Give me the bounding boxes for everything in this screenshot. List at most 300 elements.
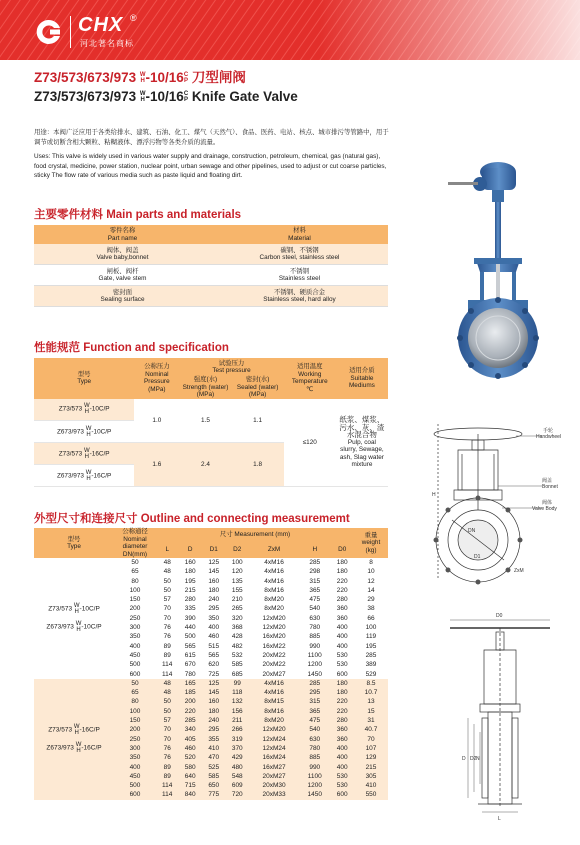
outline-cell: 12: [367, 577, 375, 585]
outline-cell: 775: [202, 790, 226, 799]
valve-side-drawing: [440, 608, 570, 828]
brand-logo: [34, 13, 154, 56]
outline-cell: 298: [309, 568, 321, 576]
outline-cell: 8: [369, 559, 373, 566]
outline-cell: 70: [156, 725, 178, 734]
outline-cell: 780: [309, 624, 321, 632]
outline-cell: 200: [178, 697, 202, 706]
outline-cell: 240: [208, 596, 220, 604]
outline-cell: 500: [114, 781, 156, 790]
outline-cell: 220: [330, 697, 354, 706]
outline-cell: 89: [163, 642, 171, 650]
outline-table: [34, 528, 388, 800]
outline-cell: 370: [226, 744, 250, 753]
outline-cell: 500: [129, 661, 141, 669]
outline-cell: 145: [208, 568, 220, 576]
outline-cell: 29: [367, 596, 375, 604]
outline-cell: 532: [231, 651, 243, 659]
outline-cell: 350: [114, 753, 156, 762]
outline-cell: 185: [178, 688, 202, 697]
spec-header-medium: 适用介质 Suitable Mediums: [336, 358, 388, 399]
materials-header-part: 零件名称 Part name: [34, 225, 211, 244]
outline-cell: 220: [336, 586, 348, 594]
materials-title: 主要零件材料 Main parts and materials: [34, 209, 242, 221]
outline-cell: 600: [114, 790, 156, 799]
outline-header-dn: 公称通径 Nominal diameter DN(mm): [114, 528, 156, 558]
outline-cell: 180: [202, 707, 226, 716]
outline-cell: 125: [202, 679, 226, 688]
spec-header-sealed: 密封(水) Sealed (water) (MPa): [232, 376, 284, 399]
outline-cell: 475: [309, 596, 321, 604]
outline-cell: 160: [202, 697, 226, 706]
outline-cell: 1200: [307, 661, 322, 669]
outline-cell: 100: [114, 707, 156, 716]
outline-cell: 600: [330, 790, 354, 799]
outline-header-size: 尺寸 Measurement (mm): [156, 528, 354, 542]
outline-cell: 16xM24: [249, 753, 299, 762]
outline-cell: 1450: [299, 790, 330, 799]
outline-cell: 250: [129, 614, 141, 622]
outline-cell: 76: [156, 753, 178, 762]
outline-cell: 114: [156, 781, 178, 790]
outline-cell: 220: [336, 577, 348, 585]
outline-cell: 4xM16: [264, 577, 284, 585]
outline-cell: 65: [114, 688, 156, 697]
outline-cell: 280: [184, 596, 196, 604]
outline-cell: 285: [365, 651, 377, 659]
outline-cell: 540: [299, 725, 330, 734]
label-dn: DN: [468, 528, 476, 534]
outline-cell: 180: [336, 559, 348, 566]
outline-cell: 368: [231, 624, 243, 632]
outline-cell: 14: [367, 586, 375, 594]
outline-cell: 565: [184, 642, 196, 650]
outline-cell: 89: [163, 651, 171, 659]
table-row: 阀体、阀盖 Valve baby,bonnet 碳钢、不锈钢 Carbon steel, stainless steel: [34, 244, 388, 265]
outline-cell: 100: [129, 586, 141, 594]
outline-cell: 100: [365, 624, 377, 632]
title-en-name: Knife Gate Valve: [191, 89, 298, 104]
outline-cell: 305: [354, 772, 388, 781]
outline-cell: 4xM16: [264, 568, 284, 576]
outline-cell: 670: [184, 661, 196, 669]
outline-cell: 400: [330, 763, 354, 772]
outline-cell: 280: [330, 716, 354, 725]
outline-col-header: L: [156, 542, 178, 558]
title-cn-name: 刀型闸阀: [191, 70, 246, 85]
outline-cell: 50: [156, 707, 178, 716]
outline-cell: 38: [367, 605, 375, 613]
label-d2: D2: [470, 756, 477, 762]
label-bonnet-cn: 阀盖: [542, 478, 553, 484]
outline-cell: 990: [299, 763, 330, 772]
spec-title: 性能规范 Function and specification: [34, 342, 229, 354]
outline-cell: 70: [156, 735, 178, 744]
outline-cell: 365: [309, 586, 321, 594]
outline-cell: 355: [202, 735, 226, 744]
outline-cell: 220: [330, 707, 354, 716]
outline-col-header: H: [299, 542, 330, 558]
spec-header-pressure: 公称压力 Nominal Pressure (MPa): [134, 358, 179, 399]
outline-cell: 780: [184, 670, 196, 678]
outline-cell: 80: [114, 697, 156, 706]
outline-cell: 440: [184, 624, 196, 632]
outline-cell: 135: [231, 577, 243, 585]
outline-cell: 280: [336, 596, 348, 604]
title-fraction-cp: C P: [183, 72, 189, 85]
outline-cell: 12xM20: [262, 624, 286, 632]
outline-cell: 66: [367, 614, 375, 622]
outline-cell: 300: [114, 744, 156, 753]
outline-cell: 400: [330, 753, 354, 762]
outline-cell: 48: [156, 679, 178, 688]
outline-cell: 150: [129, 596, 141, 604]
outline-cell: 50: [114, 679, 156, 688]
outline-cell: 4xM16: [249, 688, 299, 697]
outline-cell: 450: [129, 651, 141, 659]
outline-cell: 114: [162, 661, 173, 669]
outline-cell: 57: [156, 716, 178, 725]
outline-cell: 410: [354, 781, 388, 790]
outline-cell: 530: [330, 781, 354, 790]
outline-cell: 200: [114, 725, 156, 734]
outline-cell: 780: [299, 744, 330, 753]
outline-cell: 220: [178, 707, 202, 716]
outline-cell: 540: [309, 605, 321, 613]
outline-cell: 4xM16: [264, 559, 284, 566]
outline-cell: 450: [114, 772, 156, 781]
outline-type-cell: Z73/573 W H -10C/P Z673/973 W H -10C/P: [46, 603, 102, 634]
outline-cell: 50: [163, 586, 171, 594]
outline-cell: 48: [156, 688, 178, 697]
outline-cell: 885: [299, 753, 330, 762]
uses-en: Uses: This valve is widely used in various water supply and drainage, construction, petroleum, chemical, gas (natural gas), food crystal, medicine, power station, nuclear point, urban sewage and other pipelines, used to adjust or cut coarse particles, sticky The flow rate of various media such as paste liquid and floating dirt.: [34, 153, 387, 180]
outline-cell: 350: [208, 614, 220, 622]
outline-cell: 70: [163, 614, 171, 622]
outline-cell: 400: [208, 624, 220, 632]
outline-cell: 400: [336, 633, 348, 641]
table-row: Z73/573 W H -10C/P 1.0 1.5 1.1 ≤120 纸浆、煤浆、污水、灰、渣水混合物 Pulp, coal slurry, Sewage, ash, Slag water mixture: [34, 399, 388, 421]
outline-cell: 530: [336, 651, 348, 659]
registered-mark: ®: [130, 13, 137, 23]
outline-cell: 400: [129, 642, 141, 650]
outline-cell: 132: [226, 697, 250, 706]
outline-cell: 410: [202, 744, 226, 753]
outline-cell: 295: [299, 688, 330, 697]
outline-cell: 100: [231, 559, 243, 566]
outline-title: 外型尺寸和连接尺寸 Outline and connecting measuremеmt: [34, 513, 350, 525]
outline-cell: 156: [226, 707, 250, 716]
outline-cell: 600: [336, 670, 348, 678]
outline-cell: 12xM20: [262, 614, 286, 622]
table-row: [34, 679, 388, 688]
outline-cell: 119: [365, 633, 377, 641]
outline-cell: 300: [129, 624, 141, 632]
outline-cell: 89: [156, 763, 178, 772]
outline-cell: 215: [184, 586, 196, 594]
title-model: Z73/573/673/973: [34, 70, 137, 85]
outline-cell: 8xM16: [264, 586, 284, 594]
outline-cell: 155: [231, 586, 243, 594]
outline-cell: 550: [354, 790, 388, 799]
title-fraction-wh: W H: [139, 72, 146, 85]
label-body-cn: 阀体: [542, 500, 553, 506]
outline-cell: 529: [365, 670, 377, 678]
outline-cell: 720: [226, 790, 250, 799]
outline-cell: 1200: [299, 781, 330, 790]
outline-cell: 20xM30: [249, 781, 299, 790]
outline-cell: 1100: [299, 772, 330, 781]
outline-cell: 360: [336, 614, 348, 622]
table-row: 密封面 Sealing surface 不锈钢、硬质合金 Stainless steel, hard alloy: [34, 286, 388, 307]
outline-cell: 16xM27: [249, 763, 299, 772]
outline-cell: 285: [299, 679, 330, 688]
outline-cell: 107: [354, 744, 388, 753]
outline-cell: 129: [354, 753, 388, 762]
page-title-cn: [34, 70, 246, 86]
outline-cell: 470: [202, 753, 226, 762]
table-row: [34, 558, 388, 567]
outline-cell: 165: [178, 679, 202, 688]
outline-cell: 200: [129, 605, 141, 613]
outline-cell: 400: [336, 642, 348, 650]
outline-cell: 609: [226, 781, 250, 790]
outline-cell: 428: [231, 633, 243, 641]
table-row: 闸板、阀杆 Gate, valve stem 不锈钢 Stainless steel: [34, 265, 388, 286]
outline-cell: 315: [299, 697, 330, 706]
outline-cell: 600: [129, 670, 141, 678]
outline-cell: 180: [330, 688, 354, 697]
outline-cell: 99: [226, 679, 250, 688]
outline-cell: 70: [163, 605, 171, 613]
outline-cell: 266: [226, 725, 250, 734]
outline-cell: 8xM20: [264, 605, 284, 613]
label-h: H: [432, 492, 436, 498]
uses-cn: 用途：本阀广泛应用于各类给排水、建筑、石油、化工、煤气（天然气）、食品、医药、电站、核点、城市排污等管路中，用于调节或切断含相大颗粒、粘糊液体、漂浮污物等各类介质的流量。: [34, 129, 389, 146]
outline-cell: 8xM20: [249, 716, 299, 725]
outline-cell: 360: [330, 725, 354, 734]
outline-cell: 16xM22: [262, 642, 286, 650]
outline-cell: 400: [114, 763, 156, 772]
outline-cell: 12xM24: [249, 744, 299, 753]
outline-cell: 389: [365, 661, 377, 669]
outline-cell: 125: [208, 559, 220, 566]
outline-cell: 515: [208, 642, 220, 650]
outline-cell: 10: [367, 568, 375, 576]
outline-cell: 120: [231, 568, 243, 576]
outline-cell: 885: [309, 633, 321, 641]
outline-cell: 315: [309, 577, 321, 585]
outline-cell: 13: [354, 697, 388, 706]
outline-cell: 475: [299, 716, 330, 725]
outline-cell: 390: [184, 614, 196, 622]
outline-cell: 715: [178, 781, 202, 790]
table-row: Z673/973 W H -10C/P: [34, 421, 388, 443]
outline-type-cell: Z73/573 W H -16C/P Z673/973 W H -16C/P: [34, 679, 114, 800]
outline-cell: 335: [184, 605, 196, 613]
outline-cell: 630: [299, 735, 330, 744]
outline-cell: 31: [354, 716, 388, 725]
materials-table: [34, 225, 388, 307]
outline-cell: 990: [309, 642, 321, 650]
outline-cell: 340: [178, 725, 202, 734]
title-pressure: -10/16: [145, 70, 184, 85]
outline-cell: 180: [208, 586, 220, 594]
table-row: Z673/973 W H -16C/P: [34, 465, 388, 487]
valve-front-drawing: [418, 420, 578, 590]
outline-cell: 650: [202, 781, 226, 790]
label-zxm: ZxM: [514, 568, 524, 574]
outline-cell: 500: [184, 633, 196, 641]
materials-header-material: 材料 Material: [211, 225, 388, 244]
brand-tagline: 河北著名商标: [80, 39, 134, 48]
outline-cell: 160: [208, 577, 220, 585]
outline-cell: 530: [330, 772, 354, 781]
outline-cell: 118: [226, 688, 250, 697]
outline-cell: 12xM24: [249, 735, 299, 744]
chx-c-logo-icon: [34, 18, 62, 46]
outline-cell: 295: [208, 605, 220, 613]
outline-cell: 215: [354, 763, 388, 772]
outline-cell: 76: [163, 624, 171, 632]
outline-cell: 8xM16: [249, 707, 299, 716]
outline-col-header: ZxM: [249, 542, 299, 558]
table-row: Z73/573 W H -16C/P 1.6 2.4 1.8: [34, 443, 388, 465]
outline-cell: 530: [336, 661, 348, 669]
outline-cell: 405: [178, 735, 202, 744]
outline-cell: 1100: [307, 651, 322, 659]
outline-cell: 57: [163, 596, 171, 604]
label-d1: D1: [474, 554, 481, 560]
outline-cell: 360: [336, 605, 348, 613]
outline-cell: 20xM27: [262, 670, 286, 678]
outline-cell: 520: [178, 753, 202, 762]
outline-cell: 12xM20: [249, 725, 299, 734]
spec-header-type: 型号 Type: [34, 358, 134, 399]
label-body-en: Valve Body: [532, 506, 557, 512]
outline-cell: 400: [330, 744, 354, 753]
page-title-en: Z73/573/673/973 W H -10/16 C P Knife Gate Valve: [34, 89, 298, 104]
outline-cell: 50: [131, 559, 139, 566]
outline-cell: 20xM22: [262, 661, 286, 669]
outline-cell: 16xM20: [262, 633, 286, 641]
outline-cell: 319: [226, 735, 250, 744]
outline-cell: 89: [156, 772, 178, 781]
outline-cell: 285: [309, 559, 321, 566]
outline-cell: 160: [184, 559, 196, 566]
outline-cell: 548: [226, 772, 250, 781]
outline-cell: 615: [184, 651, 196, 659]
outline-cell: 180: [330, 679, 354, 688]
outline-header-type: 型号 Type: [34, 528, 114, 558]
label-bonnet-en: Bonnet: [542, 484, 558, 490]
outline-cell: 685: [231, 670, 243, 678]
brand-name: CHX: [78, 14, 124, 36]
label-handwheel-cn: 手轮: [543, 428, 554, 434]
outline-cell: 80: [131, 577, 139, 585]
label-handwheel-en: Handwheel: [536, 434, 562, 440]
outline-cell: 4xM16: [249, 679, 299, 688]
outline-cell: 10.7: [354, 688, 388, 697]
outline-cell: 460: [208, 633, 220, 641]
outline-cell: 8xM20: [264, 596, 284, 604]
label-d0: D0: [496, 613, 503, 619]
outline-cell: 211: [226, 716, 250, 725]
outline-cell: 50: [156, 697, 178, 706]
outline-cell: 195: [184, 577, 196, 585]
outline-cell: 76: [163, 633, 171, 641]
outline-cell: 265: [231, 605, 243, 613]
outline-cell: 580: [178, 763, 202, 772]
outline-cell: 620: [208, 661, 220, 669]
spec-header-test: 试验压力 Test pressure: [179, 358, 283, 376]
outline-cell: 210: [231, 596, 243, 604]
outline-cell: 65: [131, 568, 139, 576]
outline-cell: 460: [178, 744, 202, 753]
outline-cell: 48: [163, 559, 171, 566]
outline-cell: 8xM15: [249, 697, 299, 706]
spec-header-strength: 强度(水) Strength (water) (MPa): [179, 376, 231, 399]
outline-cell: 585: [202, 772, 226, 781]
outline-cell: 180: [184, 568, 196, 576]
outline-cell: 285: [178, 716, 202, 725]
outline-cell: 250: [114, 735, 156, 744]
outline-cell: 1450: [307, 670, 322, 678]
outline-cell: 400: [336, 624, 348, 632]
label-l: L: [498, 816, 501, 822]
outline-cell: 20xM22: [262, 651, 286, 659]
logo-divider: [70, 16, 71, 48]
outline-header-weight: 重量 weight (kg): [354, 528, 388, 558]
outline-cell: 150: [114, 716, 156, 725]
label-d: D: [462, 756, 466, 762]
outline-cell: 840: [178, 790, 202, 799]
outline-cell: 482: [231, 642, 243, 650]
outline-cell: 360: [330, 735, 354, 744]
outline-cell: 725: [208, 670, 220, 678]
outline-cell: 195: [365, 642, 377, 650]
outline-cell: 585: [231, 661, 243, 669]
outline-cell: 50: [163, 577, 171, 585]
outline-cell: 365: [299, 707, 330, 716]
outline-cell: 76: [156, 744, 178, 753]
outline-col-header: D0: [330, 542, 354, 558]
outline-cell: 640: [178, 772, 202, 781]
spec-header-temp: 适用温度 Working Temperature ℃: [284, 358, 336, 399]
outline-cell: 630: [309, 614, 321, 622]
outline-cell: 429: [226, 753, 250, 762]
outline-col-header: D: [178, 542, 202, 558]
label-n: N: [476, 756, 480, 762]
outline-col-header: D2: [226, 542, 250, 558]
outline-cell: 114: [156, 790, 178, 799]
outline-cell: 565: [208, 651, 220, 659]
outline-cell: 48: [163, 568, 171, 576]
outline-cell: 40.7: [354, 725, 388, 734]
outline-cell: 525: [202, 763, 226, 772]
outline-cell: 70: [354, 735, 388, 744]
outline-cell: 15: [354, 707, 388, 716]
outline-cell: 20xM33: [249, 790, 299, 799]
outline-col-header: D1: [202, 542, 226, 558]
outline-cell: 320: [231, 614, 243, 622]
outline-cell: 114: [162, 670, 173, 678]
outline-cell: 20xM27: [249, 772, 299, 781]
outline-cell: 480: [226, 763, 250, 772]
outline-cell: 180: [336, 568, 348, 576]
spec-table: [34, 358, 388, 487]
valve-photo: [418, 160, 558, 400]
